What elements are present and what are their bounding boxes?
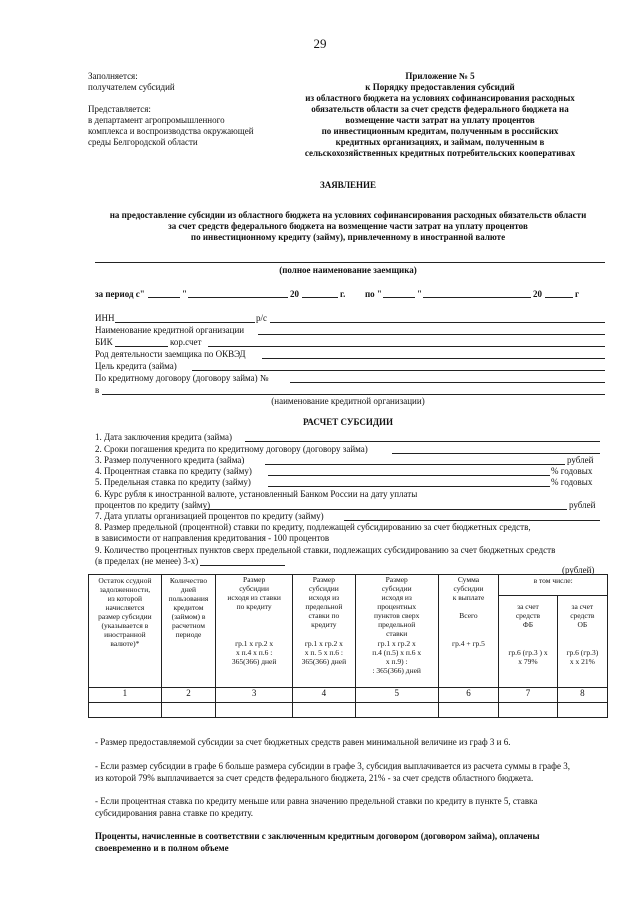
item-4-unit: % годовых (551, 466, 593, 476)
table-cell[interactable] (293, 703, 356, 718)
goal-label: Цель кредита (займа) (95, 361, 177, 371)
borrower-caption: (полное наименование заемщика) (279, 265, 417, 275)
item-3: 3. Размер полученного кредита (займа) (95, 455, 245, 465)
table-cell[interactable] (557, 703, 607, 718)
col-number: 2 (161, 688, 215, 703)
col-number: 6 (438, 688, 499, 703)
page-number: 29 (313, 36, 327, 51)
bank-name-label: Наименование кредитной организации (95, 325, 245, 335)
period-to-label: по " (365, 289, 382, 299)
item-4: 4. Процентная ставка по кредиту (займу) (95, 466, 252, 476)
table-cell[interactable] (355, 703, 438, 718)
item-5-field[interactable] (268, 486, 550, 487)
item-6-field[interactable] (205, 509, 567, 510)
inn-label: ИНН (95, 313, 115, 323)
item-1-field[interactable] (245, 441, 600, 442)
note-4: Проценты, начисленные в соответствии с заключенным кредитным договором (договором займа), оплачены (95, 831, 540, 841)
item-6-cont: процентов по кредиту (займу) (95, 500, 211, 510)
note-4-cont: своевременно и в полном объеме (95, 843, 229, 853)
year-prefix: 20 (290, 289, 299, 299)
col-number: 3 (216, 688, 293, 703)
col-header-1: Остаток ссудной задолженности, из которой начисляется размер субсидии (указывается в иностранной валюте)* (89, 575, 162, 688)
appendix-line: из областного бюджета на условиях софинансирования расходных (305, 93, 575, 103)
submitted-value: в департамент агропромышленного (88, 115, 225, 125)
bank-caption: (наименование кредитной организации) (271, 396, 425, 406)
kor-label: кор.счет (170, 337, 202, 347)
appendix-line: Приложение № 5 (405, 71, 475, 81)
col-header-6 (438, 575, 499, 688)
col-header-8-title: за счет средств ОБ (570, 602, 595, 629)
kor-field[interactable] (208, 346, 605, 347)
filled-by-label: Заполняется: (88, 71, 138, 81)
item-7: 7. Дата уплаты организацией процентов по кредиту (займу) (95, 511, 324, 521)
table-cell[interactable] (438, 703, 499, 718)
col-header-5 (355, 575, 438, 688)
col-header-8 (557, 596, 607, 688)
bik-label: БИК (95, 337, 113, 347)
col-number: 1 (89, 688, 162, 703)
col-number: 5 (355, 688, 438, 703)
col-header-7-formula: гр.6 (гр.3 ) х х 79% (508, 648, 548, 666)
period-to-year-field[interactable] (545, 297, 573, 298)
bik-field[interactable] (115, 346, 168, 347)
item-8-cont: в зависимости от направления кредитования - 100 процентов (95, 533, 330, 543)
table-cell[interactable] (89, 703, 162, 718)
col-header-8-formula: гр.6 (гр.3) х х 21% (566, 648, 599, 666)
col-header-3-formula: гр.1 х гр.2 х х п.4 х п.6 : 365(366) дней (231, 639, 277, 666)
year-suffix: г. (340, 289, 346, 299)
item-5: 5. Предельная ставка по кредиту (займу) (95, 477, 251, 487)
item-2-field[interactable] (392, 453, 600, 454)
submitted-label: Представляется: (88, 104, 151, 114)
rs-field[interactable] (270, 322, 605, 323)
appendix-line: возмещение части затрат на уплату процентов (345, 115, 535, 125)
year-suffix: г (575, 289, 580, 299)
appendix-line: обязательств области за счет средств федерального бюджета на (311, 104, 569, 114)
item-7-field[interactable] (344, 520, 600, 521)
activity-field[interactable] (262, 358, 605, 359)
calc-title: РАСЧЕТ СУБСИДИИ (302, 417, 394, 427)
item-8: 8. Размер предельной (процентной) ставки по кредиту, подлежащей субсидированию за счет бюджетных средств, (95, 522, 531, 532)
period-from-year-field[interactable] (302, 297, 338, 298)
bank-field[interactable] (102, 394, 605, 395)
period-to-day-field[interactable] (383, 297, 415, 298)
item-3-field[interactable] (265, 464, 565, 465)
appendix-line: кредитных организациях, и займам, полученным в (335, 137, 545, 147)
subtitle-line: за счет средств федерального бюджета на возмещение части затрат на уплату процентов (168, 221, 528, 231)
col-header-6-formula: гр.4 + гр.5 (452, 639, 485, 648)
contract-label: По кредитному договору (договору займа) № (95, 373, 269, 383)
quote-mark: " (182, 289, 187, 299)
col-header-2: Количество дней пользования кредитом (займом) в расчетном периоде (161, 575, 215, 688)
period-to-month-field[interactable] (423, 297, 531, 298)
document-title: ЗАЯВЛЕНИЕ (319, 180, 377, 190)
col-header-4-title: Размер субсидии исходя из предельной ставки по кредиту (305, 575, 343, 629)
item-9-cont: (в пределах (не менее) 3-х) (95, 556, 199, 566)
item-9-field[interactable] (200, 565, 285, 566)
goal-field[interactable] (192, 370, 605, 371)
item-6-unit: рублей (569, 500, 596, 510)
year-prefix: 20 (533, 289, 542, 299)
period-from-month-field[interactable] (188, 297, 288, 298)
item-9: 9. Количество процентных пунктов сверх предельной ставки, подлежащих субсидированию за счет бюджетных средств (95, 545, 556, 555)
table-cell[interactable] (161, 703, 215, 718)
item-1: 1. Дата заключения кредита (займа) (95, 432, 232, 442)
bank-name-field[interactable] (258, 334, 605, 335)
col-header-3 (216, 575, 293, 688)
subtitle-line: на предоставление субсидии из областного бюджета на условиях софинансирования расходных обязательств области (109, 210, 587, 220)
submitted-value: комплекса и воспроизводства окружающей (88, 126, 254, 136)
note-1: - Размер предоставляемой субсидии за счет бюджетных средств равен минимальной величине из граф 3 и 6. (95, 737, 511, 747)
col-header-5-title: Размер субсидии исходя из процентных пунктов сверх предельной ставки (374, 575, 420, 638)
contract-field[interactable] (290, 382, 605, 383)
currency-note: (рублей) (562, 565, 595, 575)
quote-mark: " (417, 289, 422, 299)
table-cell[interactable] (216, 703, 293, 718)
item-3-unit: рублей (567, 455, 594, 465)
table-cell[interactable] (499, 703, 557, 718)
col-header-6-title: Сумма субсидии к выплате (452, 575, 485, 602)
item-4-field[interactable] (268, 475, 550, 476)
submitted-value: среды Белгородской области (88, 137, 198, 147)
period-from-label: за период с" (95, 289, 145, 299)
table-number-row (89, 688, 608, 703)
appendix-line: сельскохозяйственных кредитных потребительских кооперативах (304, 148, 576, 158)
item-2: 2. Сроки погашения кредита по кредитному договору (договору займа) (95, 444, 368, 454)
in-label: в (95, 385, 100, 395)
item-5-unit: % годовых (551, 477, 593, 487)
appendix-line: к Порядку предоставления субсидий (365, 82, 515, 92)
col-header-7-title: за счет средств ФБ (515, 602, 541, 629)
col-number: 4 (293, 688, 356, 703)
col-number: 8 (557, 688, 607, 703)
note-3: - Если процентная ставка по кредиту меньше или равна значению предельной ставки по кредиту в пункте 5, ставка (95, 796, 538, 806)
note-2-cont: из которой 79% выплачивается за счет средств федерального бюджета, 21% - за счет средств областного бюджета. (95, 773, 534, 783)
filled-by-value: получателем субсидий (88, 82, 175, 92)
table-row[interactable] (89, 703, 608, 718)
col-header-5-formula: гр.1 х гр.2 х п.4 (п.5) х п.6 х х п.9) : : 365(366) дней (372, 639, 422, 675)
table-header-row (89, 575, 608, 596)
subsidy-calc-table (88, 574, 608, 718)
rs-label: р/с (256, 313, 267, 323)
col-header-78: в том числе: (499, 575, 608, 596)
inn-field[interactable] (115, 322, 255, 323)
note-2: - Если размер субсидии в графе 6 больше размера субсидии в графе 3, субсидия выплачивается из расчета суммы в графе 3, (95, 761, 570, 771)
note-3-cont: субсидирования равна ставке по кредиту. (95, 808, 254, 818)
col-header-4 (293, 575, 356, 688)
col-header-3-title: Размер субсидии исходя из ставки по кредиту (227, 575, 281, 611)
activity-label: Род деятельности заемщика по ОКВЭД (95, 349, 246, 359)
appendix-line: по инвестиционным кредитам, полученным в российских (321, 126, 559, 136)
col-number: 7 (499, 688, 557, 703)
period-from-day-field[interactable] (148, 297, 180, 298)
col-header-4-formula: гр.1 х гр.2 х х п. 5 х п.6 : 365(366) дней (301, 639, 347, 666)
col-header-7 (499, 596, 557, 688)
subtitle-line: по инвестиционному кредиту (займу), привлеченному в иностранной валюте (190, 232, 506, 242)
col-header-6-total: Всего (459, 611, 478, 620)
item-6: 6. Курс рубля к иностранной валюте, установленный Банком России на дату уплаты (95, 489, 418, 499)
borrower-name-field[interactable] (95, 262, 605, 263)
